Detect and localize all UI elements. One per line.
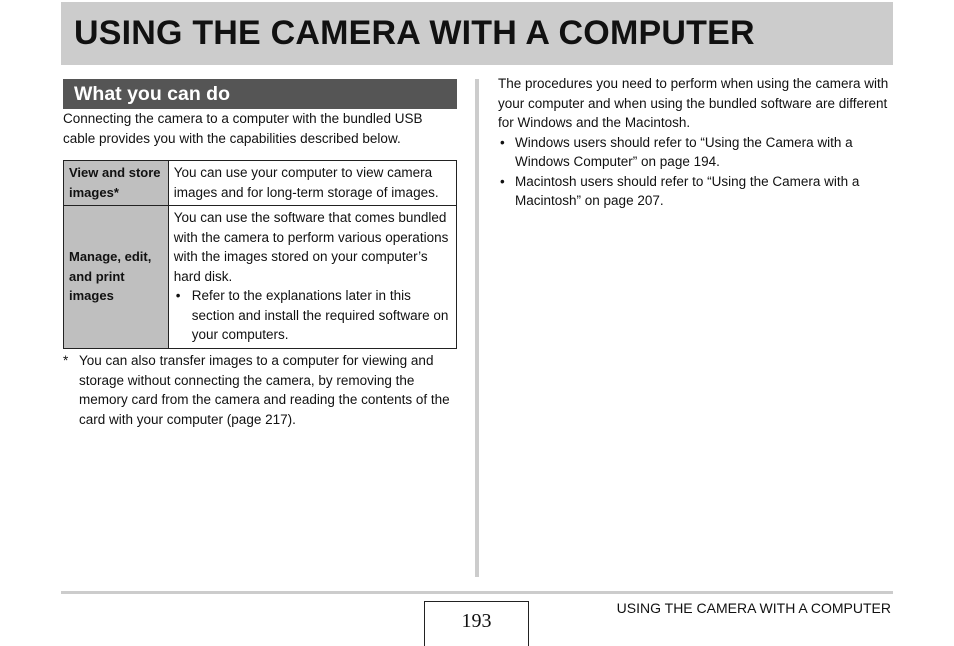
bullet-icon: •	[500, 134, 505, 150]
bullet-text: Windows users should refer to “Using the Camera with a Windows Computer” on page 194.	[515, 134, 853, 169]
table-key-cell	[64, 161, 169, 206]
left-column	[63, 79, 457, 427]
running-head: USING THE CAMERA WITH A COMPUTER	[616, 600, 891, 616]
table-value-cell: You can use your computer to view camera images and for long-term storage of images.	[168, 161, 456, 206]
footnote-marker: *	[63, 353, 69, 368]
table-value-cell	[168, 206, 456, 349]
footnote	[63, 351, 457, 429]
list-item	[174, 286, 451, 345]
footer-rule	[61, 591, 893, 594]
list-item	[498, 133, 890, 172]
table-row	[64, 206, 457, 349]
table-value-text: You can use the software that comes bundled with the camera to perform various operations with the images stored on your computer’s hard disk.	[173, 210, 449, 284]
bullet-text: Refer to the explanations later in this section and install the required software on your computers.	[191, 288, 449, 342]
table-key-text: View and store images	[69, 165, 161, 200]
column-divider	[475, 79, 479, 577]
footnote-marker: *	[113, 184, 119, 200]
right-intro-paragraph: The procedures you need to perform when using the camera with your computer and when using the bundled software are different for Windows and the Macintosh.	[498, 76, 889, 130]
section-heading: What you can do	[63, 79, 457, 109]
right-column	[498, 74, 890, 211]
table-row	[64, 161, 457, 206]
bullet-icon: •	[500, 173, 505, 189]
bullet-text: Macintosh users should refer to “Using the Camera with a Macintosh” on page 207.	[515, 173, 860, 208]
title-band	[61, 2, 893, 65]
table-key-cell	[64, 206, 169, 349]
table-key-text: Manage, edit, and print images	[69, 249, 152, 303]
bullet-icon: •	[175, 288, 181, 303]
list-item	[498, 172, 890, 211]
capabilities-table	[63, 160, 457, 349]
footnote-text: You can also transfer images to a computer for viewing and storage without connecting the camera, by removing the memory card from the camera and reading the contents of the card with your computer (page 217).	[79, 353, 450, 427]
page-number: 193	[424, 601, 529, 646]
intro-paragraph: Connecting the camera to a computer with the bundled USB cable provides you with the capabilities described below.	[63, 111, 423, 146]
page-title: USING THE CAMERA WITH A COMPUTER	[74, 14, 755, 52]
